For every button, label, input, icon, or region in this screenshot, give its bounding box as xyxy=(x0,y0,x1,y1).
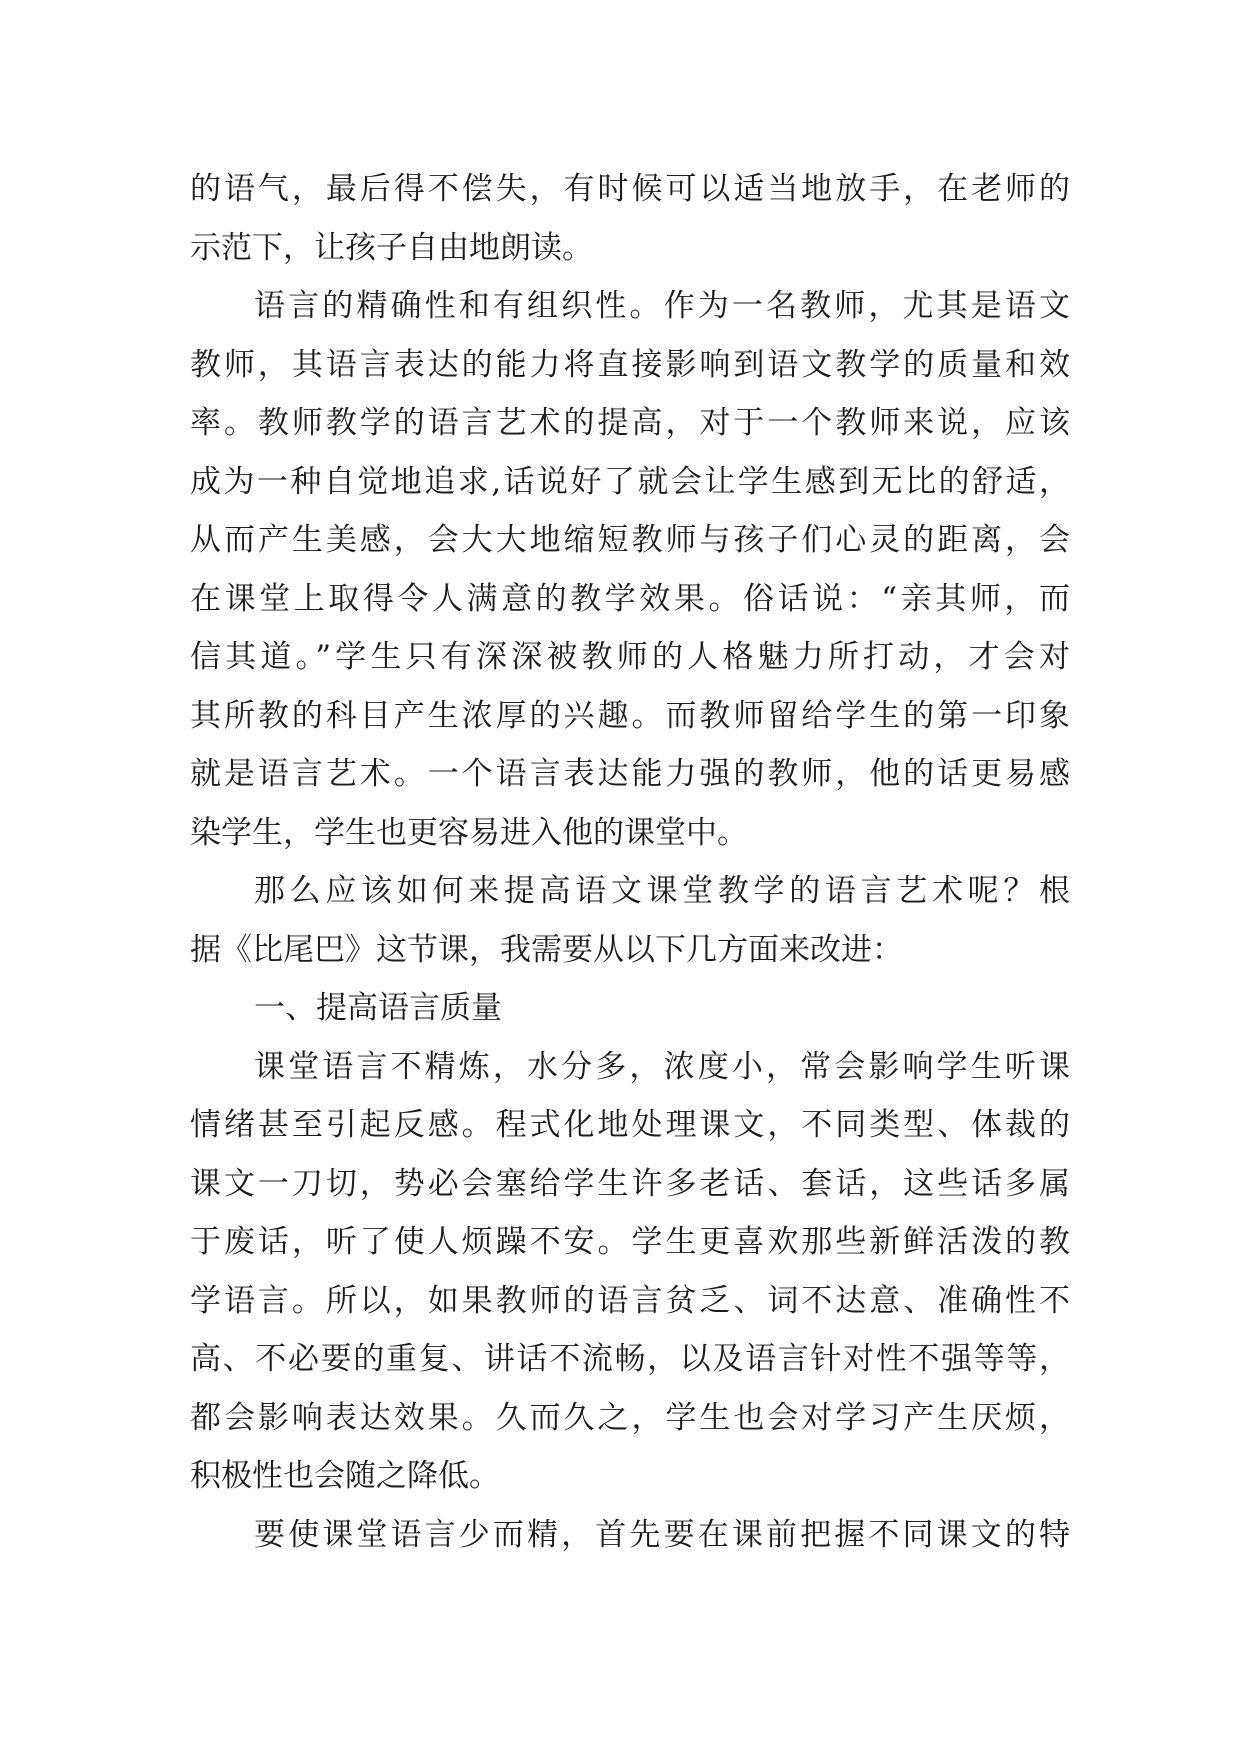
text-line: 示范下，让孩子自由地朗读。 xyxy=(190,229,593,266)
text-line: 都会影响表达效果。久而久之，学生也会对学习产生厌烦， xyxy=(190,1399,1070,1436)
text-line: 学语言。所以，如果教师的语言贫乏、词不达意、准确性不 xyxy=(190,1282,1070,1319)
body-text xyxy=(190,160,1070,1564)
text-line: 情绪甚至引起反感。程式化地处理课文，不同类型、体裁的 xyxy=(190,1107,1070,1143)
text-line: 染学生，学生也更容易进入他的课堂中。 xyxy=(190,814,748,851)
text-line: 教师，其语言表达的能力将直接影响到语文教学的质量和效 xyxy=(190,346,1070,383)
text-line: 课文一刀切，势必会塞给学生许多老话、套话，这些话多属 xyxy=(190,1165,1070,1202)
paragraph-first-line: 课堂语言不精炼，水分多，浓度小，常会影响学生听课 xyxy=(254,1048,1070,1085)
paragraph-first-line: 要使课堂语言少而精，首先要在课前把握不同课文的特 xyxy=(254,1516,1070,1553)
text-line: 积极性也会随之降低。 xyxy=(190,1458,500,1494)
text-line: 其所教的科目产生浓厚的兴趣。而教师留给学生的第一印象 xyxy=(190,697,1070,734)
paragraph-first-line: 那么应该如何来提高语文课堂教学的语言艺术呢？根 xyxy=(254,873,1070,909)
section-heading: 一、提高语言质量 xyxy=(254,990,502,1026)
text-line: 率。教师教学的语言艺术的提高，对于一个教师来说，应该 xyxy=(190,405,1070,441)
paragraph-first-line: 语言的精确性和有组织性。作为一名教师，尤其是语文 xyxy=(254,288,1070,324)
text-line: 于废话，听了使人烦躁不安。学生更喜欢那些新鲜活泼的教 xyxy=(190,1224,1070,1260)
text-line: 高、不必要的重复、讲话不流畅，以及语言针对性不强等等， xyxy=(190,1341,1070,1377)
text-line: 从而产生美感，会大大地缩短教师与孩子们心灵的距离，会 xyxy=(190,522,1070,558)
text-line: 的语气，最后得不偿失，有时候可以适当地放手，在老师的 xyxy=(190,171,1070,207)
text-line: 就是语言艺术。一个语言表达能力强的教师，他的话更易感 xyxy=(190,756,1070,792)
text-line: 在课堂上取得令人满意的教学效果。俗话说：“亲其师，而 xyxy=(190,580,1070,617)
text-line: 据《比尾巴》这节课，我需要从以下几方面来改进： xyxy=(190,931,903,968)
text-line: 信其道。”学生只有深深被教师的人格魅力所打动，才会对 xyxy=(190,639,1070,675)
text-line: 成为一种自觉地追求,话说好了就会让学生感到无比的舒适， xyxy=(190,463,1070,500)
